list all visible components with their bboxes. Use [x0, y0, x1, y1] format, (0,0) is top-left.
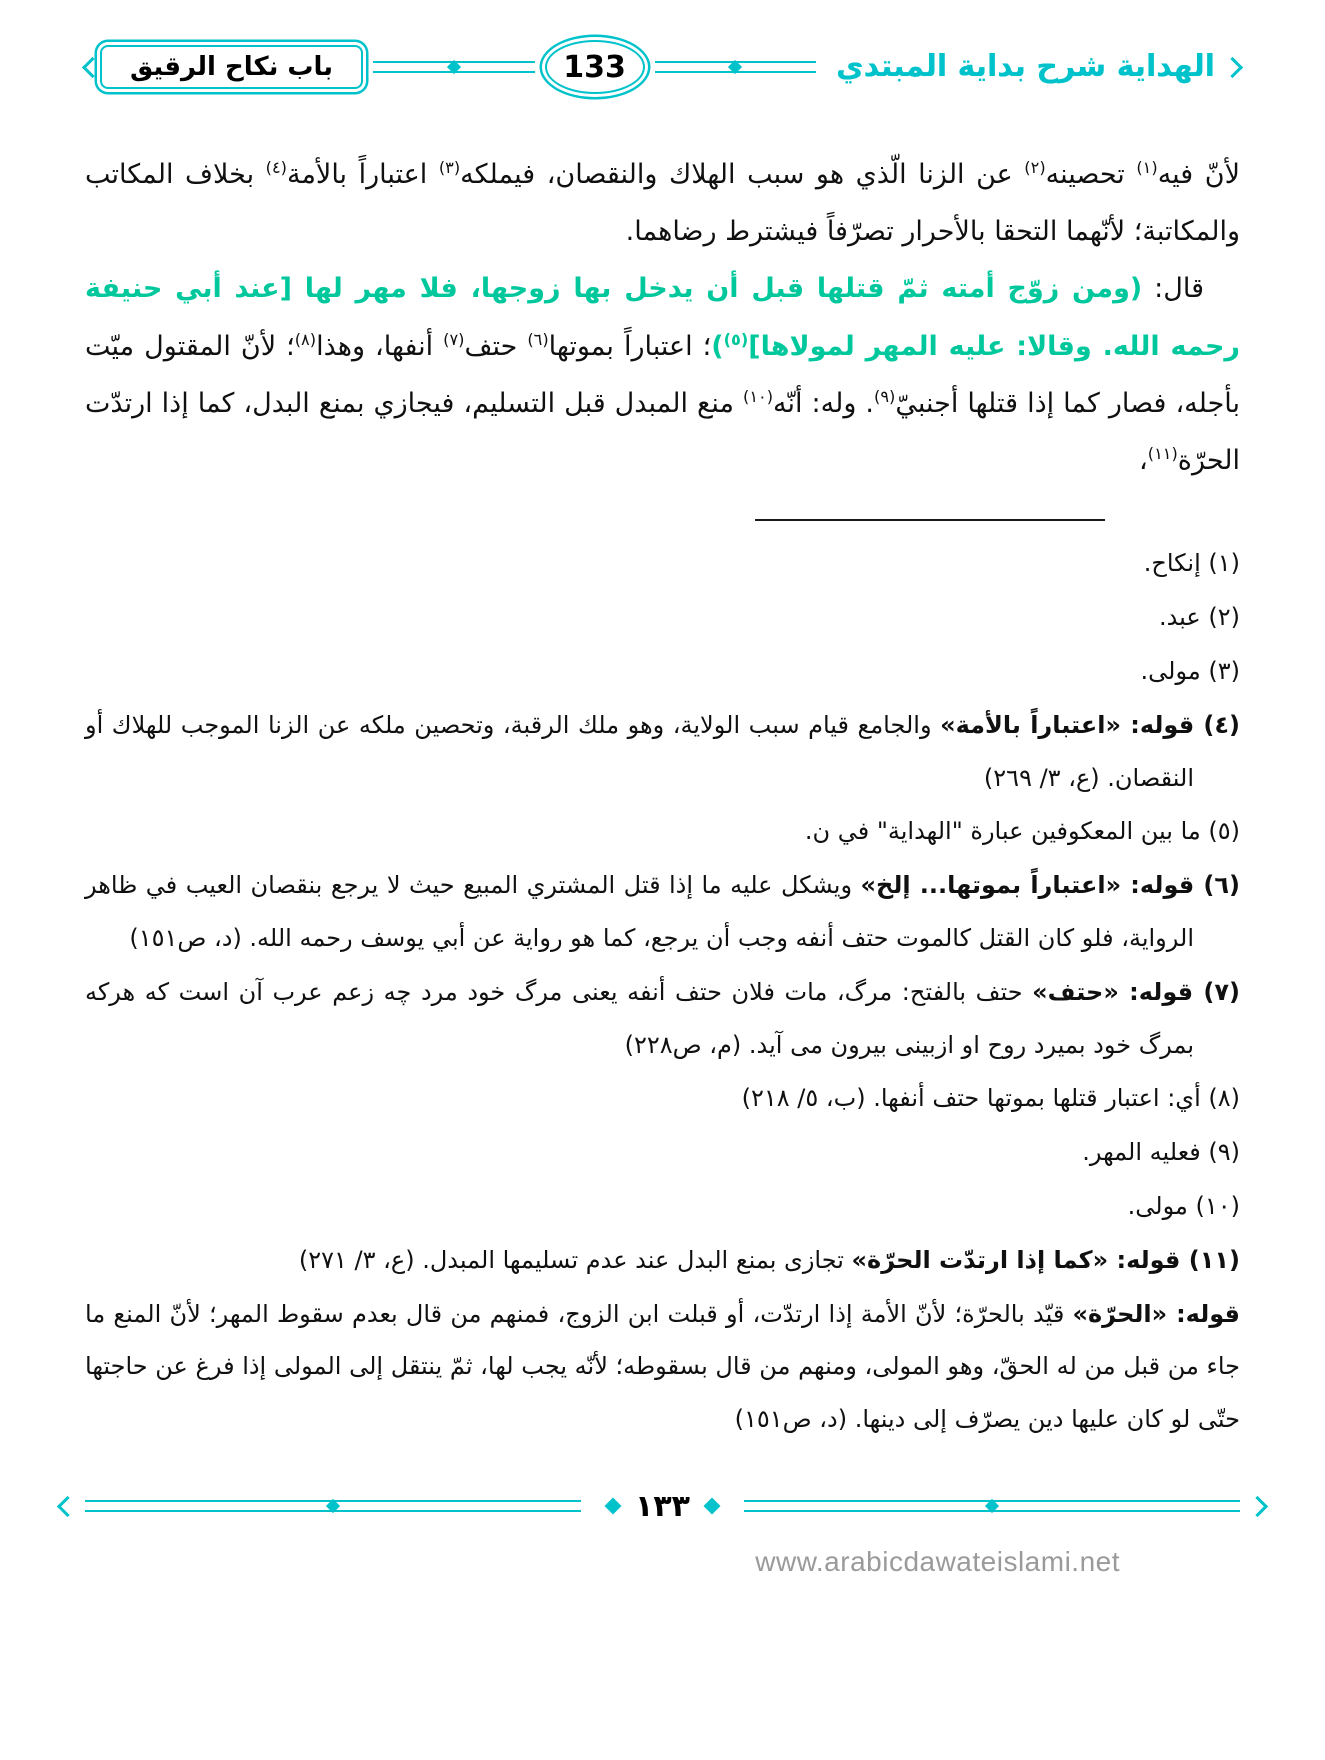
footnote-ref-marker: (١٠) [743, 386, 774, 406]
text-segment: (٩) فعليه المهر. [1082, 1138, 1240, 1167]
footnote-9 [85, 1126, 1240, 1179]
text-segment: (٥) ما بين المعكوفين عبارة "الهداية" في ن. [804, 817, 1240, 846]
footer-ornament-line [85, 1500, 581, 1512]
page-number-badge [545, 40, 645, 94]
text-segment: بخلاف المكاتب والمكاتبة؛ لأنّهما التحقا بالأحرار تصرّفاً فيشترط رضاهما. [85, 159, 1240, 248]
book-title-calligraphy [826, 46, 1225, 88]
text-segment: عن الزنا الّذي هو سبب الهلاك والنقصان، فيملكه [460, 159, 1025, 190]
text-segment: تجازى بمنع البدل عند عدم تسليمها المبدل. (ع، ٣/ ٢٧١) [298, 1245, 852, 1274]
bottom-page-number: ١٣٣ [635, 1488, 690, 1524]
footnote-8 [85, 1072, 1240, 1125]
footnote-ref-marker: (٣) [438, 158, 461, 177]
ornament-arrow-right-icon [1247, 1495, 1268, 1516]
footnote-6 [85, 859, 1240, 965]
text-segment: (٦) قوله: «اعتباراً بموتها... إلخ» [860, 871, 1240, 900]
footnote-3 [85, 645, 1240, 698]
text-segment: (ومن زوّج أمته ثمّ قتلها قبل أن يدخل بها زوجها، فلا مهر لها [عند أبي حنيفة رحمه الله. وقالا: عليه المهر لمولاها] [85, 273, 1240, 362]
website-watermark: www.arabicdawateislami.net [755, 1546, 1120, 1577]
text-segment: (٢) عبد. [1158, 603, 1240, 632]
footnote-ref-marker: (٧) [443, 329, 465, 349]
text-segment: والجامع قيام سبب الولاية، وهو ملك الرقبة، وتحصين ملكه عن الزنا الموجب للهلاك أو النقصان. (ع، ٣/ ٢٦٩) [85, 710, 1194, 792]
ornament-arrow-right-icon [1222, 56, 1243, 77]
ornament-diamond-icon [605, 1498, 622, 1515]
text-segment: ، [1139, 445, 1148, 477]
text-segment: (١٠) مولى. [1127, 1191, 1240, 1220]
body-paragraph-2 [85, 260, 1240, 489]
text-segment: (٨) أي: اعتبار قتلها بموتها حتف أنفها. (ب، ٥/ ٢١٨) [741, 1084, 1240, 1113]
text-segment: ) [711, 330, 724, 362]
footnote-ref-marker: (١١) [1147, 444, 1178, 464]
page-number-text: 133 [563, 49, 626, 85]
footnote-2 [85, 591, 1240, 644]
header-ornament-line [655, 61, 817, 73]
text-segment: (٣) مولى. [1140, 657, 1240, 685]
text-segment: منع المبدل قبل التسليم، فيجازي بمنع البدل، كما إذا ارتدّت الحرّة [85, 387, 1240, 477]
ornament-diamond-icon [703, 1498, 720, 1515]
footnote-note-hurra [85, 1288, 1240, 1446]
footnote-4 [85, 699, 1240, 805]
text-segment: حتف بالفتح: مرگ، مات فلان حتف أنفه يعنى مرگ خود مرد چه زعم عرب آن است كه هركه بمرگ خود بميرد روح او ازبينى بيرون مى آيد. (م، ص٢٢٨) [85, 977, 1194, 1059]
footnote-ref-marker: (١) [1136, 158, 1158, 177]
text-segment: أنفها، وهذا [316, 330, 444, 362]
footnote-11 [85, 1234, 1240, 1287]
text-segment: . وله: أنّه [773, 387, 875, 419]
footnote-ref-marker: (٤) [265, 158, 287, 177]
text-segment: قيّد بالحرّة؛ لأنّ الأمة إذا ارتدّت، أو قبلت ابن الزوج، فمنهم من قال بعدم سقوط المهر؛ لأنّ المنع ما جاء من قبل من له الحقّ، وهو المولى، ومنهم من قال بسقوطه؛ لأنّه يجب لها، ثمّ ينتقل إلى المولى إذا فرغ عن حاجتها حتّى لو كان عليها دين يصرّف إلى دينها. (د، ص١٥١) [85, 1299, 1240, 1434]
footnote-7 [85, 966, 1240, 1072]
text-segment: قوله: «الحرّة» [1072, 1299, 1240, 1328]
footnotes-section [85, 537, 1240, 1446]
bottom-ornament [60, 1478, 1265, 1534]
ornament-arrow-left-icon [57, 1495, 78, 1516]
chapter-title-text: باب نكاح الرقيق [129, 52, 334, 82]
text-segment: (٤) قوله: «اعتباراً بالأمة» [940, 710, 1241, 739]
footnote-ref-marker: (٨) [294, 329, 317, 349]
footnote-1 [85, 537, 1240, 590]
footer-ornament-line [744, 1500, 1240, 1512]
text-segment: ؛ اعتباراً بموتها [548, 330, 712, 362]
text-segment: (٧) قوله: «حتف» [1032, 977, 1240, 1006]
text-segment: حتف [464, 330, 528, 362]
footnote-ref-marker: (٢) [1024, 158, 1046, 177]
page-header [85, 34, 1240, 100]
header-ornament-line [373, 61, 535, 73]
footnote-ref-marker: (٦) [527, 329, 549, 349]
text-segment: اعتباراً بالأمة [286, 159, 439, 190]
text-segment: (١١) قوله: «كما إذا ارتدّت الحرّة» [851, 1245, 1240, 1274]
book-title-text: الهداية شرح بداية المبتدي [836, 49, 1215, 84]
main-text [85, 146, 1240, 489]
text-segment: قال: [1142, 273, 1204, 305]
text-segment: لأنّ فيه [1157, 159, 1240, 190]
body-paragraph-1 [85, 146, 1240, 260]
bottom-page-number-wrap [591, 1489, 734, 1524]
text-segment: ويشكل عليه ما إذا قتل المشتري المبيع حيث لا يرجع بنقصان العيب في ظاهر الرواية، فلو كان القتل كالموت حتف أنفه وجب أن يرجع، كما هو رواية عن أبي يوسف رحمه الله. (د، ص١٥١) [85, 871, 1194, 952]
footnote-separator-rule [755, 519, 1105, 521]
footnote-ref-marker: (٩) [874, 386, 896, 406]
footnote-ref-marker: (٥) [723, 329, 749, 349]
text-segment: (١) إنكاح. [1143, 549, 1240, 578]
chapter-title-box [100, 45, 363, 89]
footnote-5 [85, 805, 1240, 858]
text-segment: ؛ لأنّ المقتول ميّت بأجله، فصار كما إذا قتلها أجنبيّ [85, 330, 1241, 419]
text-segment: تحصينه [1045, 159, 1137, 190]
footnote-10 [85, 1180, 1240, 1233]
